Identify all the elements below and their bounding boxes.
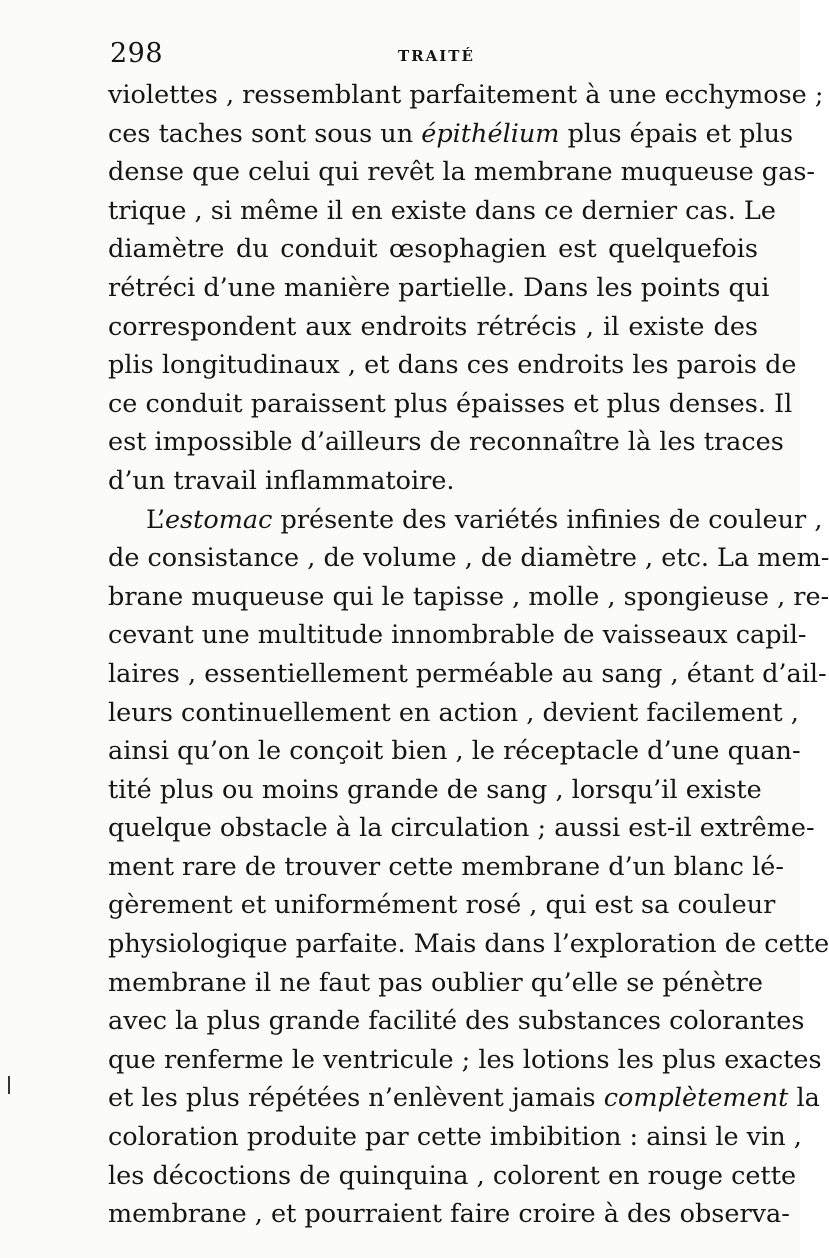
text-line [108,616,807,655]
text-run: correspondent aux endroits rétrécis , il existe des [108,311,758,342]
text-run: diamètre du conduit œsophagien est quelquefois [108,234,758,265]
text-line [108,578,829,617]
text-line [108,694,799,733]
italic-text: épithélium [421,118,560,149]
text-run: tité plus ou moins grande de sang , lorsqu’il existe [108,774,762,805]
text-line [108,230,758,269]
text-run: rétréci d’une manière partielle. Dans les points qui [108,272,770,303]
text-line [108,76,824,115]
italic-text: complètement [603,1083,789,1114]
text-line [108,732,801,771]
text-run: de consistance , de volume , de diamètre , etc. La mem- [108,543,829,574]
text-line [108,655,827,694]
text-line [108,269,770,308]
text-run: ainsi qu’on le conçoit bien , le réceptacle d’une quan- [108,736,801,767]
text-run: dense que celui qui revêt la membrane muqueuse gas- [108,157,816,188]
text-line [108,925,829,964]
text-line [108,423,784,462]
text-line [108,886,776,925]
margin-mark [8,1076,10,1094]
text-run: quelque obstacle à la circulation ; aussi est-il extrême- [108,813,815,844]
text-run: membrane , et pourraient faire croire à des observa- [108,1199,790,1230]
text-line [108,1195,790,1234]
text-run: présente des variétés infinies de couleur , [272,504,823,535]
text-line [108,153,816,192]
text-run: et les plus répétées n’enlèvent jamais [108,1083,604,1114]
text-line [108,1002,805,1041]
text-line [108,1079,820,1118]
text-line [108,346,797,385]
text-line [108,964,763,1003]
text-run: leurs continuellement en action , devient facilement , [108,697,799,728]
text-line [108,1118,802,1157]
text-line [108,809,815,848]
text-run: membrane il ne faut pas oublier qu’elle se pénètre [108,967,763,998]
text-run: cevant une multitude innombrable de vaisseaux capil- [108,620,807,651]
text-run: ment rare de trouver cette membrane d’un blanc lé- [108,851,784,882]
text-run: les décoctions de quinquina , colorent en rouge cette [108,1160,797,1191]
text-run: coloration produite par cette imbibition : ainsi le vin , [108,1122,802,1153]
text-run: la [788,1083,820,1114]
text-line [108,771,762,810]
text-run: est impossible d’ailleurs de reconnaître là les traces [108,427,784,458]
text-run: laires , essentiellement perméable au sang , étant d’ail- [108,658,827,689]
page-number: 298 [110,38,164,69]
text-run: plus épais et plus [559,118,794,149]
text-run: brane muqueuse qui le tapisse , molle , spongieuse , re- [108,581,829,612]
text-run: ces taches sont sous un [108,118,422,149]
text-run: trique , si même il en existe dans ce dernier cas. Le [108,195,776,226]
text-line [108,539,829,578]
text-line [108,385,793,424]
text-line [108,192,776,231]
italic-text: estomac [164,504,273,535]
text-run: avec la plus grande facilité des substances colorantes [108,1006,805,1037]
body-text [108,76,829,1234]
running-head: TRAITÉ [398,47,475,65]
text-run: L’ [146,504,165,535]
text-line [108,462,758,501]
text-run: physiologique parfaite. Mais dans l’exploration de cette [108,929,829,960]
text-line [108,848,784,887]
page-header [110,38,755,70]
text-run: que renferme le ventricule ; les lotions les plus exactes [108,1044,822,1075]
text-run: ce conduit paraissent plus épaisses et plus denses. Il [108,388,793,419]
text-line [108,501,823,540]
text-run: d’un travail inflammatoire. [108,465,455,496]
text-run: violettes , ressemblant parfaitement à une ecchymose ; [108,80,824,110]
text-run: gèrement et uniformément rosé , qui est sa couleur [108,890,776,921]
text-line [108,1157,797,1196]
text-line [108,308,758,347]
text-line [108,115,794,154]
text-line [108,1041,822,1080]
text-run: plis longitudinaux , et dans ces endroits les parois de [108,350,797,381]
